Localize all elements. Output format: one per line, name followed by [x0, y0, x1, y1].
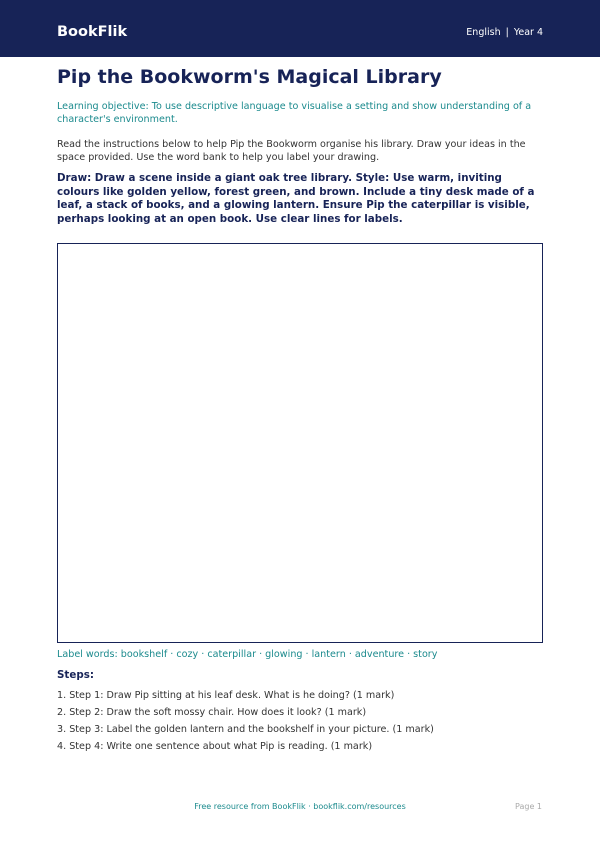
- learning-objective: Learning objective: To use descriptive language to visualise a setting and show understanding of a character's environment.: [57, 101, 532, 125]
- step-item: 1. Step 1: Draw Pip sitting at his leaf desk. What is he doing? (1 mark): [57, 690, 395, 701]
- header-bar: [0, 0, 600, 57]
- page-number: Page 1: [515, 802, 542, 811]
- header-separator: |: [505, 27, 509, 38]
- drawing-area[interactable]: [57, 243, 543, 643]
- year-label: Year 4: [513, 27, 543, 38]
- footer-credit: Free resource from BookFlik · bookflik.com/resources: [194, 802, 406, 811]
- step-item: 3. Step 3: Label the golden lantern and the bookshelf in your picture. (1 mark): [57, 724, 434, 735]
- step-item: 4. Step 4: Write one sentence about what Pip is reading. (1 mark): [57, 741, 373, 752]
- step-item: 2. Step 2: Draw the soft mossy chair. How does it look? (1 mark): [57, 707, 367, 718]
- instructions-text: Read the instructions below to help Pip the Bookworm organise his library. Draw your ideas in the space provided. Use the word bank to help you label your drawing.: [57, 139, 526, 163]
- draw-prompt: Draw: Draw a scene inside a giant oak tree library. Style: Use warm, inviting colours like golden yellow, forest green, and brown. Include a tiny desk made of a leaf, a stack of books, and a glowing lantern. Ensure Pip the caterpillar is visible, perhaps looking at an open book. Use clear lines for labels.: [57, 172, 535, 225]
- worksheet-title: Pip the Bookworm's Magical Library: [57, 66, 442, 88]
- subject-year-label: [466, 27, 543, 39]
- brand-logo: BookFlik: [57, 24, 128, 40]
- word-bank: Label words: bookshelf · cozy · caterpillar · glowing · lantern · adventure · story: [57, 649, 438, 660]
- steps-list: [57, 687, 434, 755]
- steps-heading: Steps:: [57, 669, 94, 681]
- subject-label: English: [466, 27, 501, 38]
